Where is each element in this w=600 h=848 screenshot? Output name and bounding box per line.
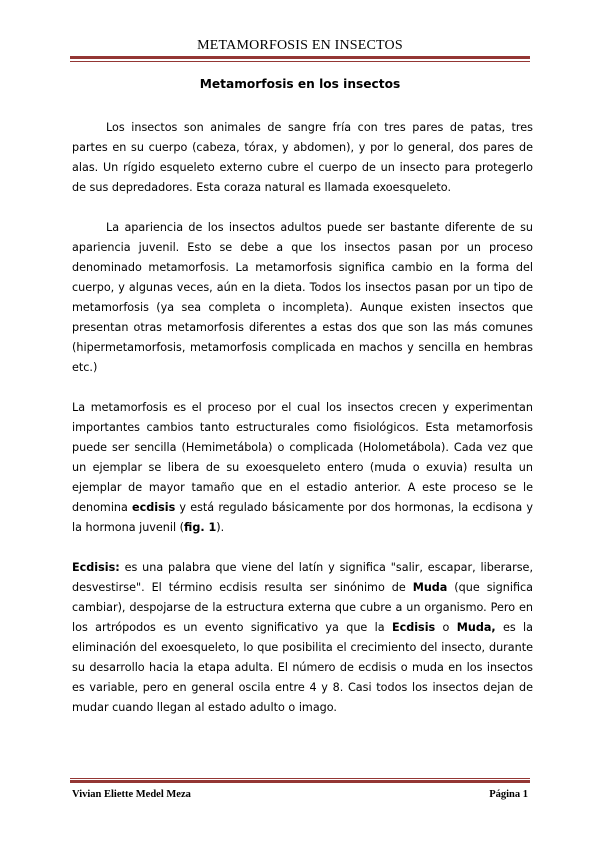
page-header-title: METAMORFOSIS EN INSECTOS (197, 38, 403, 53)
paragraph-3-text: La metamorfosis es el proceso por el cual los insectos crecen y experimentan importantes cambios tanto estructurales como fisiológicos. Esta metamorfosis puede ser sencilla (Hemimetábola) o complicada (Holometábola). Cada vez que un ejemplar se libera de su exoesqueleto entero (muda o exuvia) resulta un ejemplar de mayor tamaño que en el estadio anterior. A este proceso se le denomina (72, 401, 533, 514)
term-muda: Muda (412, 581, 448, 594)
header-rule-thin (70, 61, 530, 62)
footer-page-number: Página 1 (489, 789, 528, 800)
document-body (72, 118, 533, 718)
footer-author: Vivian Eliette Medel Meza (72, 789, 191, 800)
term-ecdisis: ecdisis (132, 501, 176, 514)
header-rule-thick (70, 56, 530, 59)
paragraph-3 (72, 398, 533, 538)
term-ecdisis-definition: Ecdisis: (72, 561, 120, 574)
paragraph-3-text: ). (216, 521, 225, 534)
paragraph-2: La apariencia de los insectos adultos puede ser bastante diferente de su apariencia juvenil. Esto se debe a que los insectos pasan por un proceso denominado metamorfosis. La metamorfosis significa cambio en la forma del cuerpo, y algunas veces, aún en la dieta. Todos los insectos pasan por un tipo de metamorfosis (ya sea completa o incompleta). Aunque existen insectos que presentan otras metamorfosis diferentes a estas dos que son las más comunes (hipermetamorfosis, metamorfosis complicada en machos y sencilla en hembras etc.) (72, 221, 533, 374)
footer-rule-thick (70, 780, 530, 783)
term-muda: Muda, (456, 621, 496, 634)
paragraph-1: Los insectos son animales de sangre fría con tres pares de patas, tres partes en su cuerpo (cabeza, tórax, y abdomen), y por lo general, dos pares de alas. Un rígido esqueleto externo cubre el cuerpo de un insecto para protegerlo de sus depredadores. Esta coraza natural es llamada exoesqueleto. (72, 121, 533, 194)
paragraph-4-text: o (435, 621, 457, 634)
figure-reference: fig. 1 (184, 521, 217, 534)
paragraph-4-text: (que significa cambiar), despojarse de la estructura externa que cubre a un organismo. Pero en los artrópodos es un evento significativo ya que la (72, 581, 533, 634)
document-heading: Metamorfosis en los insectos (199, 77, 401, 91)
paragraph-4-text: es la eliminación del exoesqueleto, lo que posibilita el crecimiento del insecto, durante su desarrollo hacia la etapa adulta. El número de ecdisis o muda en los insectos es variable, pero en general oscila entre 4 y 8. Casi todos los insectos dejan de mudar cuando llegan al estado adulto o imago. (72, 621, 533, 714)
paragraph-4 (72, 558, 533, 718)
footer-rule-thin (70, 778, 530, 779)
paragraph-3-text: y está regulado básicamente por dos hormonas, la ecdisona y la hormona juvenil ( (72, 501, 533, 534)
paragraph-4-text: es una palabra que viene del latín y significa "salir, escapar, liberarse, desvestirse". El término ecdisis resulta ser sinónimo de (72, 561, 533, 594)
term-ecdisis: Ecdisis (391, 621, 436, 634)
